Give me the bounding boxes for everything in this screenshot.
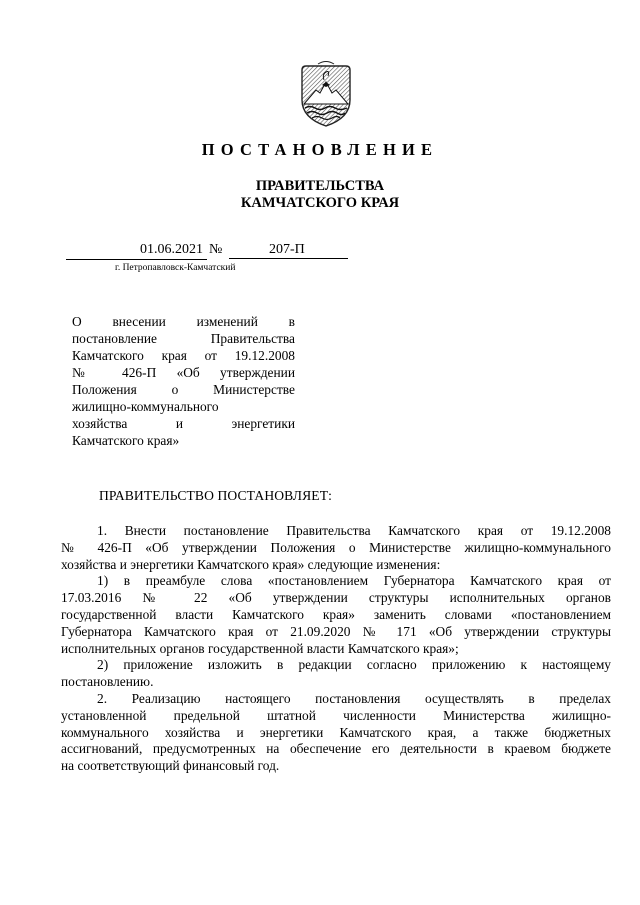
body-line: коммунального хозяйства и энергетики Камчатского края, а также бюджетных (61, 724, 611, 740)
document-subject (72, 313, 295, 449)
resolution-heading: ПРАВИТЕЛЬСТВО ПОСТАНОВЛЯЕТ: (99, 488, 332, 503)
subject-line: постановление Правительства (72, 331, 295, 346)
body-line: постановлению. (61, 674, 154, 690)
body-line: 2) приложение изложить в редакции согласно приложению к настоящему (97, 657, 611, 673)
subject-line: Камчатского края» (72, 433, 180, 448)
subject-line: Камчатского края от 19.12.2008 (72, 348, 295, 363)
body-line: 17.03.2016 № 22 «Об утверждении структуры исполнительных органов (61, 590, 611, 606)
body-line: 1) в преамбуле слова «постановлением Губернатора Камчатского края от (97, 573, 611, 589)
body-line: исполнительных органов государственной власти Камчатского края»; (61, 640, 459, 656)
paragraph-1 (61, 523, 611, 573)
body-line: Губернатора Камчатского края от 21.09.2020 № 171 «Об утверждении структуры (61, 623, 611, 639)
body-line: государственной власти Камчатского края» заменить словами «постановлением (61, 606, 611, 622)
paragraph-2 (61, 691, 611, 775)
body-line: № 426-П «Об утверждении Положения о Министерстве жилищно-коммунального (61, 539, 611, 555)
body-line: установленной предельной штатной численности Министерства жилищно- (61, 707, 611, 723)
body-line: ассигнований, предусмотренных на обеспечение его деятельности в краевом бюджете (61, 741, 611, 757)
document-type-heading: ПОСТАНОВЛЕНИЕ (201, 140, 439, 159)
issuing-authority-line-1: ПРАВИТЕЛЬСТВА (255, 178, 385, 194)
document-body (61, 523, 611, 775)
body-line: 1. Внести постановление Правительства Камчатского края от 19.12.2008 (97, 523, 611, 538)
document-number: 207-П (229, 243, 348, 259)
subject-line: О внесении изменений в (72, 314, 295, 329)
document-date: 01.06.2021 (66, 243, 207, 260)
issuing-authority (0, 178, 640, 212)
body-line: 2. Реализацию настоящего постановления осуществлять в пределах (97, 690, 611, 706)
subject-line: жилищно-коммунального (72, 399, 219, 414)
number-sign: № (209, 242, 223, 257)
subject-line: хозяйства и энергетики (72, 416, 295, 431)
paragraph-1-item-2 (61, 657, 611, 691)
body-line: на соответствующий финансовый год. (61, 758, 280, 774)
issuing-authority-line-2: КАМЧАТСКОГО КРАЯ (240, 195, 400, 211)
paragraph-1-item-1 (61, 573, 611, 657)
coat-of-arms-icon (294, 60, 358, 128)
subject-line: № 426-П «Об утверждении (72, 365, 295, 380)
subject-line: Положения о Министерстве (72, 382, 295, 397)
place-of-issue: г. Петропавловск-Камчатский (115, 263, 236, 273)
body-line: хозяйства и энергетики Камчатского края» следующие изменения: (61, 556, 441, 572)
